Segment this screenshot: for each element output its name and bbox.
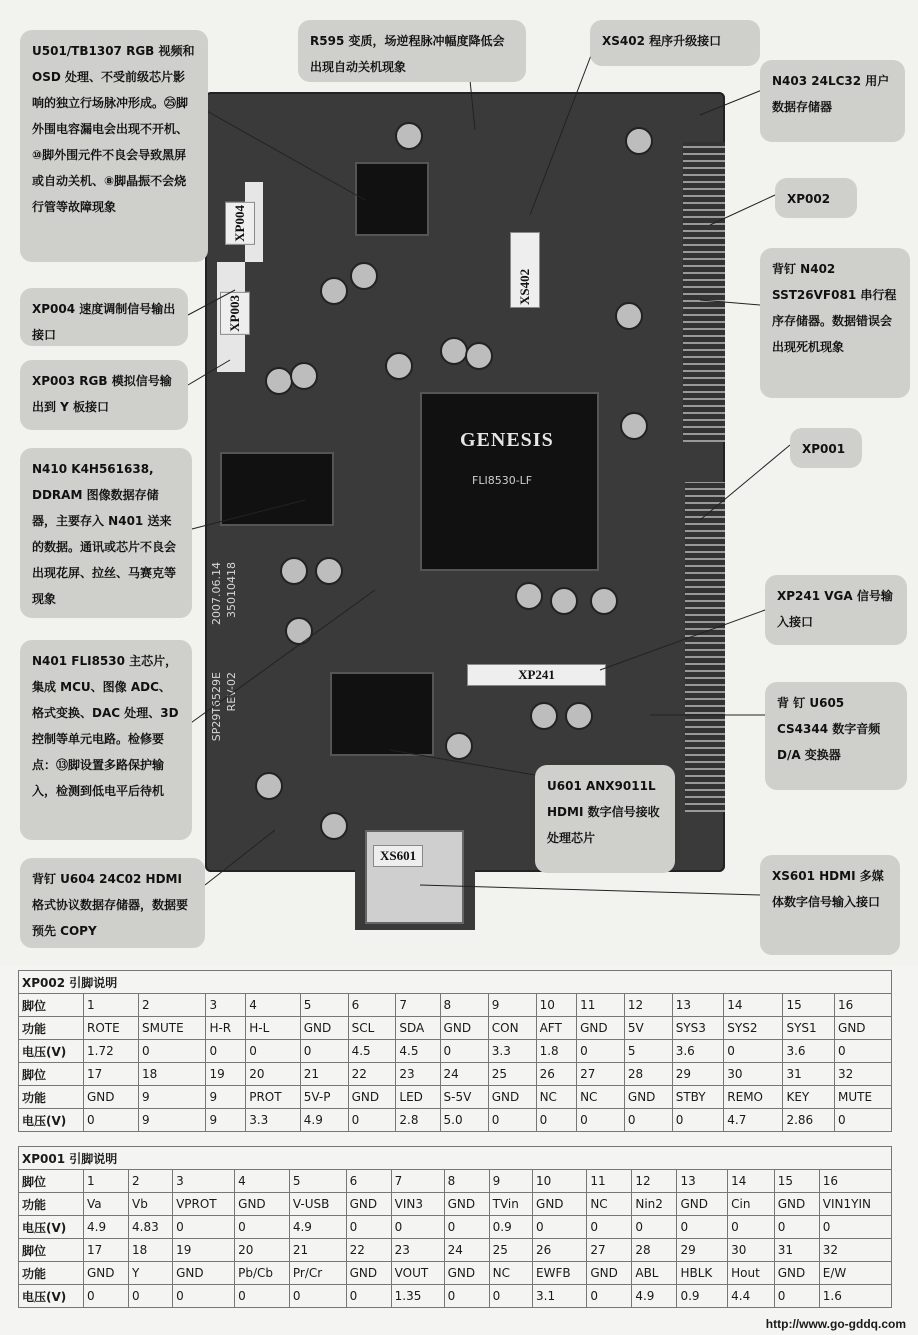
- table-cell: 0: [346, 1285, 391, 1308]
- table-cell: KEY: [783, 1086, 835, 1109]
- table-cell: 8: [440, 994, 488, 1017]
- xs601-label: XS601: [373, 845, 423, 867]
- table-cell: NC: [577, 1086, 625, 1109]
- table-cell: 2: [139, 994, 206, 1017]
- table-cell: 20: [246, 1063, 301, 1086]
- table-cell: 25: [488, 1063, 536, 1086]
- table-cell: GND: [300, 1017, 348, 1040]
- table-cell: GND: [348, 1086, 396, 1109]
- table-cell: 9: [206, 1086, 246, 1109]
- table-title: XP001 引脚说明: [19, 1147, 892, 1170]
- table-cell: PROT: [246, 1086, 301, 1109]
- table-cell: GND: [444, 1193, 489, 1216]
- callout-xp001: XP001: [790, 428, 862, 468]
- table-cell: V-USB: [289, 1193, 346, 1216]
- table-cell: 17: [84, 1239, 129, 1262]
- silk-code: 35010418: [225, 562, 238, 618]
- table-cell: MUTE: [835, 1086, 892, 1109]
- table-row: [19, 1063, 892, 1086]
- table-cell: 5: [624, 1040, 672, 1063]
- table-cell: 26: [536, 1063, 577, 1086]
- table-cell: 22: [348, 1063, 396, 1086]
- table-cell: 4.7: [724, 1109, 783, 1132]
- table-cell: NC: [536, 1086, 577, 1109]
- table-cell: GND: [444, 1262, 489, 1285]
- table-cell: GND: [235, 1193, 290, 1216]
- table-row: [19, 994, 892, 1017]
- table-cell: 16: [819, 1170, 891, 1193]
- table-cell: SMUTE: [139, 1017, 206, 1040]
- table-cell: 0: [724, 1040, 783, 1063]
- table-cell: 21: [300, 1063, 348, 1086]
- table-cell: Hout: [728, 1262, 775, 1285]
- table-row: [19, 1239, 892, 1262]
- callout-n410: N410 K4H561638, DDRAM 图像数据存储器，主要存入 N401 送来的数据。通讯或芯片不良会出现花屏、拉丝、马赛克等现象: [20, 448, 192, 618]
- table-cell: 5V-P: [300, 1086, 348, 1109]
- table-cell: 19: [173, 1239, 235, 1262]
- table-cell: SYS2: [724, 1017, 783, 1040]
- table-cell: GND: [774, 1193, 819, 1216]
- table-cell: 0: [235, 1285, 290, 1308]
- table-cell: 1.35: [391, 1285, 444, 1308]
- table-cell: 4.5: [396, 1040, 440, 1063]
- table-cell: 5.0: [440, 1109, 488, 1132]
- table-cell: GND: [84, 1086, 139, 1109]
- xp001-pin-table: [18, 1146, 892, 1308]
- table-cell: 0: [440, 1040, 488, 1063]
- table-cell: 10: [536, 994, 577, 1017]
- table-row: [19, 1017, 892, 1040]
- callout-xs402: XS402 程序升级接口: [590, 20, 760, 66]
- main-chip-label: GENESIS: [460, 429, 554, 451]
- table-cell: NC: [489, 1262, 532, 1285]
- table-cell: 0: [533, 1216, 587, 1239]
- table-cell: 12: [624, 994, 672, 1017]
- table-cell: 22: [346, 1239, 391, 1262]
- table-cell: 0: [577, 1040, 625, 1063]
- table-cell: Vb: [129, 1193, 173, 1216]
- table-cell: 0: [577, 1109, 625, 1132]
- table-cell: 17: [84, 1063, 139, 1086]
- table-cell: S-5V: [440, 1086, 488, 1109]
- table-cell: 0: [346, 1216, 391, 1239]
- table-cell: 4: [246, 994, 301, 1017]
- table-cell: 1.8: [536, 1040, 577, 1063]
- xp241-label: XP241: [467, 664, 606, 686]
- table-cell: 5: [300, 994, 348, 1017]
- row-label: 电压(V): [19, 1285, 84, 1308]
- table-cell: 20: [235, 1239, 290, 1262]
- table-cell: GND: [84, 1262, 129, 1285]
- row-label: 电压(V): [19, 1216, 84, 1239]
- table-cell: GND: [774, 1262, 819, 1285]
- table-cell: 28: [624, 1063, 672, 1086]
- table-row: [19, 1262, 892, 1285]
- callout-xp003: XP003 RGB 模拟信号输出到 Y 板接口: [20, 360, 188, 430]
- table-cell: 29: [672, 1063, 724, 1086]
- table-cell: 2.8: [396, 1109, 440, 1132]
- table-cell: GND: [533, 1193, 587, 1216]
- table-cell: GND: [440, 1017, 488, 1040]
- table-cell: 24: [440, 1063, 488, 1086]
- row-label: 功能: [19, 1017, 84, 1040]
- table-cell: 1: [84, 1170, 129, 1193]
- table-row: [19, 1109, 892, 1132]
- table-cell: 0: [246, 1040, 301, 1063]
- table-cell: GND: [577, 1017, 625, 1040]
- table-cell: 0: [587, 1216, 632, 1239]
- table-cell: 0: [300, 1040, 348, 1063]
- table-cell: 0: [84, 1109, 139, 1132]
- callout-n403: N403 24LC32 用户数据存储器: [760, 60, 905, 142]
- table-cell: 0: [677, 1216, 728, 1239]
- table-cell: 0.9: [489, 1216, 532, 1239]
- table-cell: VIN1YIN: [819, 1193, 891, 1216]
- table-cell: H-R: [206, 1017, 246, 1040]
- row-label: 功能: [19, 1262, 84, 1285]
- table-cell: GND: [346, 1193, 391, 1216]
- silk-rev: REV-02: [225, 672, 238, 712]
- table-cell: 5V: [624, 1017, 672, 1040]
- row-label: 功能: [19, 1086, 84, 1109]
- table-cell: ABL: [632, 1262, 677, 1285]
- table-row: [19, 1040, 892, 1063]
- table-cell: 32: [819, 1239, 891, 1262]
- table-cell: 4.5: [348, 1040, 396, 1063]
- table-cell: 25: [489, 1239, 532, 1262]
- table-cell: 9: [489, 1170, 532, 1193]
- row-label: 脚位: [19, 994, 84, 1017]
- table-cell: Pr/Cr: [289, 1262, 346, 1285]
- silk-model: SP29T6529E: [210, 672, 223, 742]
- table-cell: 24: [444, 1239, 489, 1262]
- table-cell: Va: [84, 1193, 129, 1216]
- table-cell: EWFB: [533, 1262, 587, 1285]
- row-label: 脚位: [19, 1239, 84, 1262]
- table-cell: 4.83: [129, 1216, 173, 1239]
- table-cell: 3: [206, 994, 246, 1017]
- table-cell: 9: [139, 1086, 206, 1109]
- callout-u604: 背钉 U604 24C02 HDMI 格式协议数据存储器，数据要预先 COPY: [20, 858, 205, 948]
- table-cell: 4.9: [632, 1285, 677, 1308]
- row-label: 脚位: [19, 1170, 84, 1193]
- table-cell: 0: [624, 1109, 672, 1132]
- table-cell: 18: [129, 1239, 173, 1262]
- table-cell: 0: [774, 1216, 819, 1239]
- table-cell: 13: [677, 1170, 728, 1193]
- callout-r595: R595 变质，场逆程脉冲幅度降低会出现自动关机现象: [298, 20, 526, 82]
- table-cell: 0: [348, 1109, 396, 1132]
- table-cell: ROTE: [84, 1017, 139, 1040]
- table-cell: 7: [391, 1170, 444, 1193]
- table-cell: SDA: [396, 1017, 440, 1040]
- table-cell: 0: [235, 1216, 290, 1239]
- table-cell: 0: [206, 1040, 246, 1063]
- table-cell: 6: [346, 1170, 391, 1193]
- table-cell: 29: [677, 1239, 728, 1262]
- table-cell: 18: [139, 1063, 206, 1086]
- callout-n402: 背钉 N402 SST26VF081 串行程序存储器。数据错误会出现死机现象: [760, 248, 910, 398]
- table-cell: 0: [444, 1216, 489, 1239]
- table-cell: 0: [489, 1285, 532, 1308]
- table-title: XP002 引脚说明: [19, 971, 892, 994]
- table-cell: 2: [129, 1170, 173, 1193]
- table-cell: 30: [724, 1063, 783, 1086]
- table-cell: VIN3: [391, 1193, 444, 1216]
- table-cell: 23: [391, 1239, 444, 1262]
- table-cell: 12: [632, 1170, 677, 1193]
- table-cell: 0: [632, 1216, 677, 1239]
- table-cell: 28: [632, 1239, 677, 1262]
- table-cell: GND: [624, 1086, 672, 1109]
- callout-n401: N401 FLI8530 主芯片，集成 MCU、图像 ADC、格式变换、DAC 处理、3D 控制等单元电路。检修要点：⑬脚设置多路保护输入，检测到低电平后待机: [20, 640, 192, 840]
- table-cell: CON: [488, 1017, 536, 1040]
- footer-url[interactable]: http://www.go-gddq.com: [765, 1317, 906, 1331]
- xs402-label: XS402: [510, 232, 540, 308]
- table-cell: Y: [129, 1262, 173, 1285]
- table-cell: GND: [677, 1193, 728, 1216]
- table-row: [19, 1216, 892, 1239]
- table-cell: 4.4: [728, 1285, 775, 1308]
- callout-u601: U601 ANX9011L HDMI 数字信号接收处理芯片: [535, 765, 675, 873]
- table-cell: TVin: [489, 1193, 532, 1216]
- table-cell: 9: [206, 1109, 246, 1132]
- table-cell: 0: [835, 1040, 892, 1063]
- xp004-label: XP004: [225, 202, 255, 245]
- table-cell: 0: [587, 1285, 632, 1308]
- table-cell: LED: [396, 1086, 440, 1109]
- callout-xp241: XP241 VGA 信号输入接口: [765, 575, 907, 645]
- table-row: [19, 1170, 892, 1193]
- table-cell: GND: [346, 1262, 391, 1285]
- table-cell: GND: [835, 1017, 892, 1040]
- table-cell: VOUT: [391, 1262, 444, 1285]
- table-cell: 0.9: [677, 1285, 728, 1308]
- table-cell: 0: [536, 1109, 577, 1132]
- silk-date: 2007.06.14: [210, 562, 223, 625]
- table-cell: GND: [488, 1086, 536, 1109]
- table-row: [19, 1086, 892, 1109]
- table-cell: SYS1: [783, 1017, 835, 1040]
- row-label: 功能: [19, 1193, 84, 1216]
- table-cell: 0: [488, 1109, 536, 1132]
- table-cell: 11: [577, 994, 625, 1017]
- table-cell: 9: [488, 994, 536, 1017]
- table-cell: 3.6: [783, 1040, 835, 1063]
- callout-u501: U501/TB1307 RGB 视频和 OSD 处理、不受前级芯片影响的独立行场脉冲形成。㉕脚外围电容漏电会出现不开机、⑩脚外围元件不良会导致黑屏或自动关机、⑧脚晶振不会烧行管等故障现象: [20, 30, 208, 262]
- table-cell: 0: [819, 1216, 891, 1239]
- table-cell: 4: [235, 1170, 290, 1193]
- table-cell: NC: [587, 1193, 632, 1216]
- row-label: 电压(V): [19, 1109, 84, 1132]
- row-label: 脚位: [19, 1063, 84, 1086]
- table-cell: 3.1: [533, 1285, 587, 1308]
- table-cell: 7: [396, 994, 440, 1017]
- row-label: 电压(V): [19, 1040, 84, 1063]
- table-cell: VPROT: [173, 1193, 235, 1216]
- table-cell: 0: [289, 1285, 346, 1308]
- table-cell: 14: [728, 1170, 775, 1193]
- table-cell: E/W: [819, 1262, 891, 1285]
- table-cell: Nin2: [632, 1193, 677, 1216]
- table-cell: AFT: [536, 1017, 577, 1040]
- table-cell: 5: [289, 1170, 346, 1193]
- table-cell: 4.9: [289, 1216, 346, 1239]
- table-cell: 15: [783, 994, 835, 1017]
- table-cell: 15: [774, 1170, 819, 1193]
- table-cell: 1.6: [819, 1285, 891, 1308]
- table-cell: STBY: [672, 1086, 724, 1109]
- table-cell: 23: [396, 1063, 440, 1086]
- callout-xs601: XS601 HDMI 多媒体数字信号输入接口: [760, 855, 900, 955]
- table-cell: 0: [139, 1040, 206, 1063]
- table-cell: 0: [173, 1216, 235, 1239]
- table-cell: SCL: [348, 1017, 396, 1040]
- table-cell: 1: [84, 994, 139, 1017]
- table-cell: 0: [84, 1285, 129, 1308]
- table-cell: 31: [783, 1063, 835, 1086]
- table-cell: REMO: [724, 1086, 783, 1109]
- table-cell: 3.3: [488, 1040, 536, 1063]
- table-cell: Pb/Cb: [235, 1262, 290, 1285]
- table-cell: 19: [206, 1063, 246, 1086]
- table-cell: 3.3: [246, 1109, 301, 1132]
- table-cell: 3: [173, 1170, 235, 1193]
- table-cell: 14: [724, 994, 783, 1017]
- table-cell: 0: [391, 1216, 444, 1239]
- table-cell: GND: [587, 1262, 632, 1285]
- table-cell: 0: [173, 1285, 235, 1308]
- table-cell: 30: [728, 1239, 775, 1262]
- callout-xp002: XP002: [775, 178, 857, 218]
- table-cell: 0: [444, 1285, 489, 1308]
- callout-xp004: XP004 速度调制信号输出接口: [20, 288, 188, 346]
- table-cell: 0: [728, 1216, 775, 1239]
- xp002-pin-table: [18, 970, 892, 1132]
- table-cell: 3.6: [672, 1040, 724, 1063]
- table-row: [19, 1193, 892, 1216]
- table-cell: 26: [533, 1239, 587, 1262]
- table-cell: SYS3: [672, 1017, 724, 1040]
- table-cell: 8: [444, 1170, 489, 1193]
- table-cell: HBLK: [677, 1262, 728, 1285]
- table-cell: 0: [774, 1285, 819, 1308]
- table-cell: 13: [672, 994, 724, 1017]
- table-cell: Cin: [728, 1193, 775, 1216]
- table-row: [19, 1285, 892, 1308]
- table-cell: 10: [533, 1170, 587, 1193]
- table-cell: 6: [348, 994, 396, 1017]
- table-cell: 0: [129, 1285, 173, 1308]
- xp003-label: XP003: [220, 292, 250, 335]
- table-cell: 27: [577, 1063, 625, 1086]
- table-cell: 21: [289, 1239, 346, 1262]
- callout-u605: 背 钉 U605 CS4344 数字音频 D/A 变换器: [765, 682, 907, 790]
- table-cell: 31: [774, 1239, 819, 1262]
- table-cell: 4.9: [300, 1109, 348, 1132]
- table-cell: 0: [835, 1109, 892, 1132]
- table-cell: 16: [835, 994, 892, 1017]
- table-cell: 2.86: [783, 1109, 835, 1132]
- table-cell: H-L: [246, 1017, 301, 1040]
- table-cell: 0: [672, 1109, 724, 1132]
- table-cell: 11: [587, 1170, 632, 1193]
- table-cell: 32: [835, 1063, 892, 1086]
- main-chip-sublabel: FLI8530-LF: [472, 474, 533, 487]
- table-cell: 9: [139, 1109, 206, 1132]
- table-cell: 27: [587, 1239, 632, 1262]
- table-cell: 4.9: [84, 1216, 129, 1239]
- table-cell: GND: [173, 1262, 235, 1285]
- table-cell: 1.72: [84, 1040, 139, 1063]
